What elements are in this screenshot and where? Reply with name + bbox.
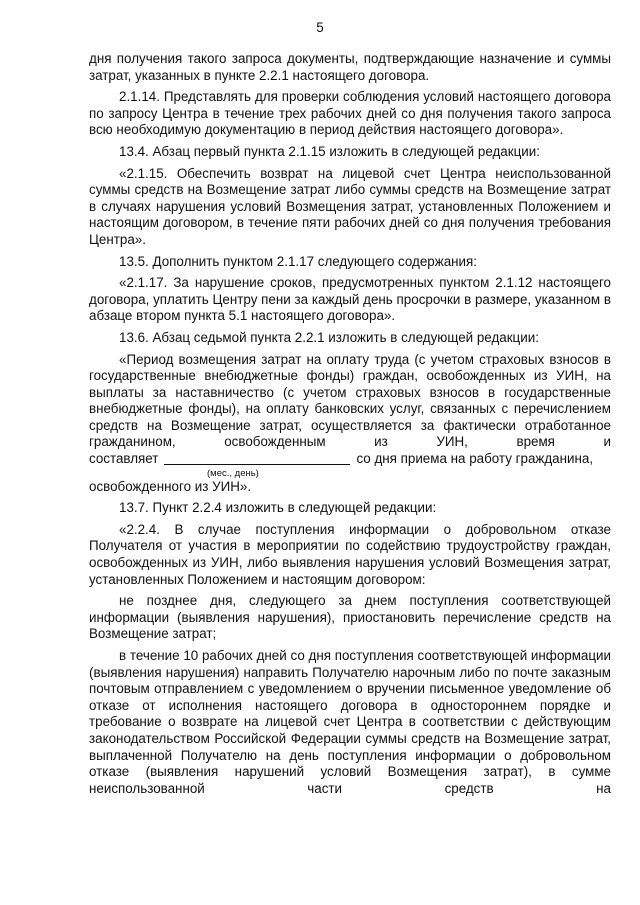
paragraph-2-1-14: 2.1.14. Представлять для проверки соблюдения условий настоящего договора по запросу Центра в течение трех рабочих дней со дня получения такого запроса всю необходимую документацию в период действия настоящего договора». (89, 89, 611, 138)
paragraph-2-1-17: «2.1.17. За нарушение сроков, предусмотренных пунктом 2.1.12 настоящего договора, уплатить Центру пени за каждый день просрочки в размере, указанном в абзаце втором пункта 5.1 настоящего договора». (89, 275, 611, 324)
fill-in-line (89, 451, 611, 468)
paragraph-period-end: освобожденного из УИН». (89, 478, 252, 494)
blank-field (164, 452, 350, 465)
paragraph-13-5: 13.5. Дополнить пунктом 2.1.17 следующего содержания: (119, 253, 477, 269)
paragraph-13-4: 13.4. Абзац первый пункта 2.1.15 изложить в следующей редакции: (119, 143, 540, 159)
paragraph-2-1-15: «2.1.15. Обеспечить возврат на лицевой счет Центра неиспользованной суммы средств на Возмещение затрат либо суммы средств на Возмещение затрат в случаях нарушения условий Возмещения затрат, установленных Положением и настоящим договором, в течение пяти рабочих дней со дня получения требования Центра». (89, 165, 611, 247)
paragraph-notice: в течение 10 рабочих дней со дня поступления соответствующей информации (выявления нарушения) направить Получателю нарочным либо по почте заказным почтовым отправлением с уведомлением о вручении письменное уведомление об отказе от исполнения настоящего договора в одностороннем порядке и требование о возврате на лицевой счет Центра в соответствии с действующим законодательством Российской Федерации суммы средств на Возмещение затрат, выплаченной Получателю на день поступления информации о добровольном отказе (выявления нарушений условий Возмещения затрат), в сумме неиспользованной части средств на (89, 648, 611, 796)
fill-line-suffix: со дня приема на работу гражданина, (356, 451, 594, 467)
paragraph-suspend: не позднее дня, следующего за днем поступления соответствующей информации (выявления нарушения), приостановить перечисление средств на Возмещение затрат; (89, 593, 611, 642)
paragraph-period-text: «Период возмещения затрат на оплату труда (с учетом страховых взносов в государственные внебюджетные фонды) граждан, освобожденных из УИН, на выплаты за наставничество (с учетом страховых взносов в государственные внебюджетные фонды), на оплату банковских услуг, связанных с перечислением средств на Возмещение затрат, осуществляется за фактически отработанное гражданином, освобожденным из УИН, время и (89, 351, 611, 450)
paragraph-13-7: 13.7. Пункт 2.2.4 изложить в следующей редакции: (119, 500, 437, 516)
fill-line-prefix: составляет (89, 451, 159, 467)
paragraph-2-2-4: «2.2.4. В случае поступления информации о добровольном отказе Получателя от участия в мероприятии по содействию трудоустройству граждан, освобожденных из УИН, либо выявления нарушения условий Возмещения затрат, установленных Положением и настоящим договором: (89, 521, 611, 587)
page-number: 5 (316, 20, 324, 35)
document-body (89, 51, 611, 802)
paragraph-13-6: 13.6. Абзац седьмой пункта 2.2.1 изложить в следующей редакции: (119, 329, 539, 345)
blank-field-hint: (мес., день) (207, 467, 259, 479)
paragraph-continuation: дня получения такого запроса документы, подтверждающие назначение и суммы затрат, указанных в пункте 2.2.1 настоящего договора. (89, 51, 611, 83)
